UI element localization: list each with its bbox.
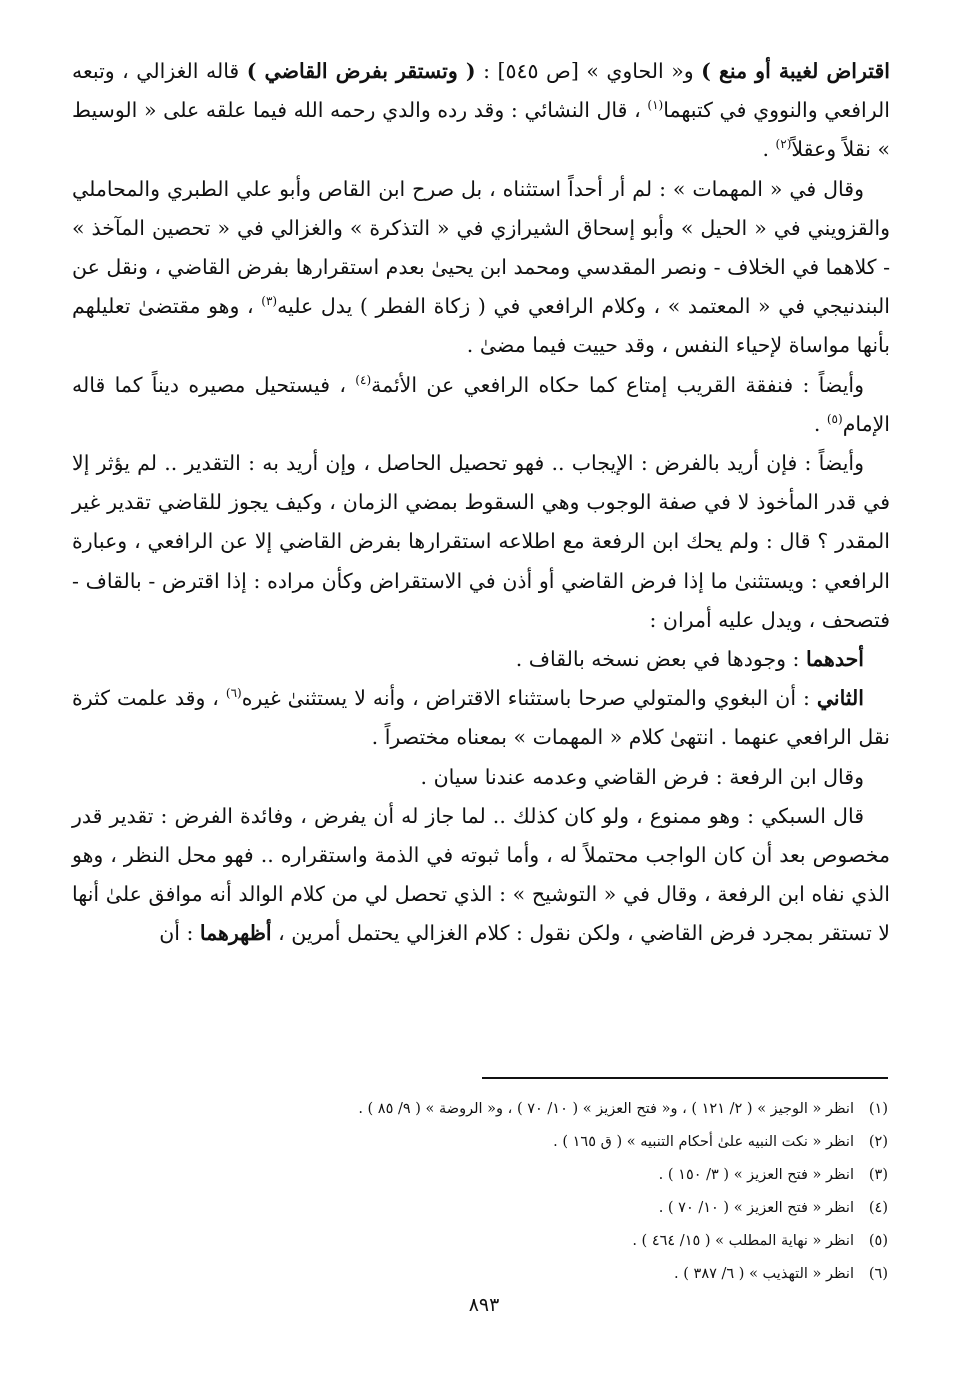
footnote-text: انظر « الوجيز » ( ٢/ ١٢١ ) ، و« فتح العزيز » ( ١٠/ ٧٠ ) ، و« الروضة » ( ٩/ ٨٥ ) .: [358, 1101, 854, 1117]
text-run: وقال في « المهمات » : لم أر أحداً استثناه ، بل صرح ابن القاص وأبو علي الطبري والمحاملي والقزويني في « الحيل » وأبو إسحاق الشيرازي في « التذكرة » والغزالي في « تحصين المآخذ » - كلاهما في الخلاف - ونصر المقدسي ومحمد ابن يحيىٰ بعدم استقرارها بفرض القاضي ، ونقل عن البندنيجي في « المعتمد » ، وكلام الرافعي في ( زكاة الفطر ) يدل عليه: [72, 176, 890, 319]
paragraph: [72, 444, 890, 640]
footnote-item: [68, 1093, 888, 1126]
main-text: [72, 52, 890, 954]
text-run: : أن البغوي والمتولي صرحا باستثناء الاقتراض ، وأنه لا يستثنىٰ غيره: [241, 686, 817, 711]
bold-phrase: أحدهما: [805, 647, 864, 672]
footnote-text: انظر « فتح العزيز » ( ١٠/ ٧٠ ) .: [658, 1200, 854, 1216]
footnote-text: انظر « فتح العزيز » ( ٣/ ١٥٠ ) .: [658, 1167, 854, 1183]
text-run: : وجودها في بعض نسخه بالقاف .: [515, 647, 806, 672]
paragraph: [72, 679, 890, 757]
page-number: ٨٩٣: [468, 1294, 500, 1316]
footnotes: [68, 1093, 888, 1291]
footnote-item: [68, 1126, 888, 1159]
bold-phrase: ( وتستقر بفرض القاضي ): [246, 59, 476, 83]
footnote-number: (١): [868, 1101, 888, 1117]
footnote-number: (٥): [868, 1233, 888, 1249]
footnote-number: (٢): [868, 1134, 888, 1150]
text-run: قال السبكي : وهو ممنوع ، ولو كان كذلك .. لما جاز له أن يفرض ، وفائدة الفرض : تقدير قدر مخصوص بعد أن كان الواجب محتملاً له ، وأما ثبوته في الذمة واستقراره .. فهو محل النظر ، وهو الذي نفاه ابن الرفعة ، وقال في « التوشيح » : الذي تحصل لي من كلام الوالد أنه موافق علىٰ أنها لا تستقر بمجرد فرض القاضي ، ولكن نقول : كلام الغزالي يحتمل أمرين ،: [72, 803, 890, 946]
paragraph: [72, 366, 890, 444]
text-run: ، فيستحيل مصيره ديناً كما قاله الإمام: [72, 372, 890, 436]
text-run: ، وقد علمت كثرة نقل الرافعي عنهما . انتهىٰ كلام « المهمات » بمعناه مختصراً .: [72, 686, 890, 750]
text-run: وأيضاً : فإن أريد بالفرض : الإيجاب .. فهو تحصيل الحاصل ، وإن أريد به : التقدير .. لم يؤثر إلا في قدر المأخوذ لا في صفة الوجوب وهي السقوط بمضي الزمان ، وكيف يجوز للقاضي تقدير غير المقدر ؟ قال : ولم يحك ابن الرفعة مع اطلاعه استقرارها بفرض القاضي إلا عن الرافعي ، وعبارة الرافعي : ويستثنىٰ ما إذا فرض القاضي أو أذن في الاستقراض وكأن مراده : إذا اقترض - بالقاف - فتصحف ، ويدل عليه أمران :: [72, 451, 890, 632]
footnote-reference: (٣): [261, 294, 278, 309]
paragraph: [72, 52, 890, 170]
footnote-reference: (١): [647, 98, 664, 113]
text-run: .: [762, 137, 776, 162]
bold-phrase: أظهرهما: [199, 921, 272, 946]
footnote-reference: (٦): [225, 686, 242, 701]
bold-phrase: الثاني: [816, 686, 864, 711]
text-run: ، وهو مقتضىٰ تعليلهم بأنها مواساة لإحياء النفس ، وقد حييت فيما مضىٰ .: [72, 294, 890, 358]
text-run: وأيضاً : فنفقة القريب إمتاع كما حكاه الرافعي عن الأئمة: [371, 372, 864, 397]
bold-phrase: اقتراض لغيبة أو منع ): [701, 59, 890, 83]
text-run: : أن: [159, 921, 200, 946]
text-run: و« الحاوي » [ص ٥٤٥] :: [475, 59, 702, 83]
paragraph: [72, 758, 890, 797]
footnote-item: [68, 1225, 888, 1258]
footnote-reference: (٤): [355, 372, 372, 387]
footnote-text: انظر « نكت النبيه علىٰ أحكام التنبيه » ( ق ١٦٥ ) .: [553, 1134, 854, 1150]
text-run: وقال ابن الرفعة : فرض القاضي وعدمه عندنا سيان .: [420, 764, 864, 789]
text-run: .: [813, 411, 827, 436]
footnote-item: [68, 1159, 888, 1192]
footnote-text: انظر « نهاية المطلب » ( ١٥/ ٤٦٤ ) .: [632, 1233, 854, 1249]
footnote-number: (٦): [868, 1266, 888, 1282]
footnote-item: [68, 1192, 888, 1225]
footnote-reference: (٢): [775, 137, 792, 152]
paragraph: [72, 170, 890, 366]
paragraph: [72, 797, 890, 954]
footnote-divider: [482, 1077, 888, 1079]
paragraph: [72, 640, 890, 679]
text-run: ، قال النشائي : وقد رده والدي رحمه الله فيما علقه على « الوسيط » نقلاً وعقلاً: [72, 98, 890, 162]
footnote-number: (٤): [868, 1200, 888, 1216]
footnote-text: انظر « التهذيب » ( ٦/ ٣٨٧ ) .: [674, 1266, 854, 1282]
footnote-reference: (٥): [826, 412, 843, 426]
footnote-number: (٣): [868, 1167, 888, 1183]
footnote-item: [68, 1258, 888, 1291]
text-run: قاله الغزالي ، وتبعه الرافعي والنووي في كتبهما: [72, 59, 890, 123]
